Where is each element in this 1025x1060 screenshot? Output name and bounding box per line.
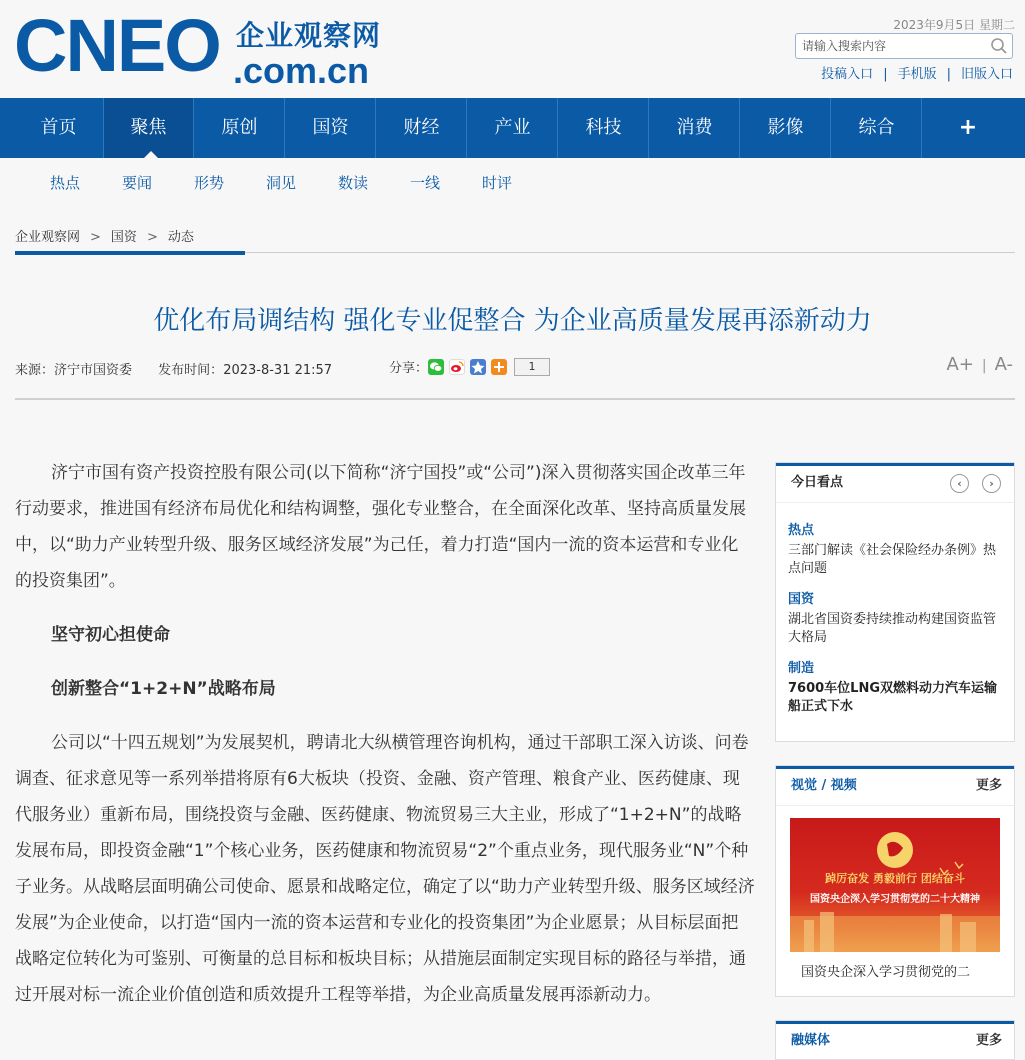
- item-category: 热点: [788, 523, 815, 538]
- item-title-link[interactable]: 7600车位LNG双燃料动力汽车运输船正式下水: [788, 681, 998, 714]
- source-label: 来源：: [15, 363, 55, 378]
- share-count: 1: [514, 358, 550, 376]
- breadcrumb: 企业观察网 > 国资 > 动态: [15, 230, 194, 245]
- video-more-link[interactable]: 更多: [975, 778, 1002, 793]
- article-meta: [15, 359, 332, 378]
- weibo-icon[interactable]: [449, 359, 465, 375]
- today-list: [776, 503, 1014, 716]
- nav-home[interactable]: 首页: [14, 98, 104, 158]
- nav-tech[interactable]: 科技: [559, 98, 649, 158]
- prev-arrow-icon[interactable]: ‹: [950, 474, 969, 493]
- nav-image[interactable]: 影像: [741, 98, 831, 158]
- article-paragraph: 济宁市国有资产投资控股有限公司(以下简称“济宁国投”或“公司”)深入贯彻落实国企改革三年行动要求，推进国有经济布局优化和结构调整，强化专业整合，在全面深化改革、坚持高质量发展中，以“助力产业转型升级、服务区域经济发展”为己任，着力打造“国内一流的资本运营和专业化的投资集团”。: [15, 463, 746, 591]
- share-bar: [389, 357, 550, 376]
- subnav-hot[interactable]: 热点: [50, 174, 81, 192]
- time-label: 发布时间：: [158, 363, 224, 378]
- item-category: 制造: [788, 661, 815, 676]
- next-arrow-icon[interactable]: ›: [982, 474, 1001, 493]
- video-header: [776, 766, 1014, 806]
- main-nav: [0, 98, 1025, 158]
- wechat-icon[interactable]: [428, 359, 444, 375]
- video-thumbnail[interactable]: [790, 818, 1000, 952]
- item-category: 国资: [788, 592, 815, 607]
- breadcrumb-news[interactable]: 动态: [167, 230, 194, 245]
- article-title: 优化布局调结构 强化专业促整合 为企业高质量发展再添新动力: [153, 306, 872, 336]
- search-input[interactable]: [796, 34, 988, 58]
- today-highlights-title: 今日看点: [791, 475, 844, 490]
- search-box: [795, 33, 1013, 59]
- nav-state-assets[interactable]: 国资: [286, 98, 376, 158]
- banner-text-2: 国资央企深入学习贯彻党的二十大精神: [810, 894, 980, 905]
- media-more-link[interactable]: 更多: [975, 1033, 1002, 1048]
- article-source: 济宁市国资委: [54, 363, 133, 378]
- article-subheading: 创新整合“1+2+N”战略布局: [51, 679, 276, 699]
- list-item: [776, 657, 1014, 716]
- sub-nav: [0, 158, 1025, 204]
- nav-finance[interactable]: 财经: [377, 98, 467, 158]
- top-links: 投稿入口 | 手机版 | 旧版入口: [821, 67, 1013, 82]
- font-size-controls: A+ | A-: [946, 354, 1013, 375]
- list-item: [776, 519, 1014, 578]
- subnav-situation[interactable]: 形势: [194, 174, 225, 192]
- media-box: [775, 1020, 1015, 1060]
- breadcrumb-home[interactable]: 企业观察网: [15, 230, 81, 245]
- current-date: 2023年9月5日 星期二: [893, 18, 1015, 32]
- item-title-link[interactable]: 三部门解读《社会保险经办条例》热点问题: [788, 543, 997, 576]
- font-smaller-button[interactable]: A-: [994, 354, 1013, 375]
- site-logo[interactable]: [14, 4, 384, 91]
- nav-focus[interactable]: 聚焦: [104, 98, 194, 158]
- logo-chinese-name: 企业观察网: [236, 19, 382, 52]
- nav-original[interactable]: 原创: [195, 98, 285, 158]
- nav-industry[interactable]: 产业: [468, 98, 558, 158]
- article-subheading: 坚守初心担使命: [51, 625, 170, 645]
- old-version-link[interactable]: 旧版入口: [960, 67, 1013, 82]
- meta-divider: [15, 398, 1015, 400]
- nav-more-plus[interactable]: +: [958, 115, 978, 140]
- today-highlights-header: [776, 463, 1014, 503]
- subnav-data[interactable]: 数读: [338, 174, 369, 192]
- banner-text-1: 踔厉奋发 勇毅前行 团结奋斗: [825, 872, 965, 885]
- search-icon[interactable]: [990, 37, 1008, 55]
- qzone-icon[interactable]: [470, 359, 486, 375]
- font-larger-button[interactable]: A+: [946, 354, 974, 375]
- video-title: 视觉 / 视频: [791, 778, 857, 793]
- video-caption-link[interactable]: 国资央企深入学习贯彻党的二: [801, 965, 971, 980]
- breadcrumb-accent: [15, 251, 245, 255]
- mobile-link[interactable]: 手机版: [897, 67, 937, 82]
- item-title-link[interactable]: 湖北省国资委持续推动构建国资监管大格局: [788, 612, 997, 645]
- more-share-icon[interactable]: [491, 359, 507, 375]
- subnav-frontline[interactable]: 一线: [410, 174, 441, 192]
- subnav-news[interactable]: 要闻: [122, 174, 153, 192]
- article-body: [15, 455, 755, 1013]
- subnav-insight[interactable]: 洞见: [266, 174, 297, 192]
- logo-cneo: CNEO: [14, 4, 220, 87]
- nav-consumer[interactable]: 消费: [650, 98, 740, 158]
- video-box: [775, 765, 1015, 997]
- submit-link[interactable]: 投稿入口: [821, 67, 874, 82]
- list-item: [776, 588, 1014, 647]
- publish-time: 2023-8-31 21:57: [223, 363, 333, 378]
- media-title: 融媒体: [791, 1033, 831, 1048]
- logo-domain: .com.cn: [233, 50, 370, 91]
- article-paragraph: 公司以“十四五规划”为发展契机，聘请北大纵横管理咨询机构，通过干部职工深入访谈、问卷调查、征求意见等一系列举措将原有6大板块（投资、金融、资产管理、粮食产业、医药健康、现代服务业）重新布局，围绕投资与金融、医药健康、物流贸易三大主业，形成了“1+2+N”的战略发展布局，即投资金融“1”个核心业务，医药健康和物流贸易“2”个重点业务，现代服务业“N”个种子业务。从战略层面明确公司使命、愿景和战略定位，确定了以“助力产业转型升级、服务区域经济发展”为企业使命，以打造“国内一流的资本运营和专业化的投资集团”为企业愿景；从目标层面把战略定位转化为可鉴别、可衡量的总目标和板块目标；从措施层面制定实现目标的路径与举措，通过开展对标一流企业价值创造和质效提升工程等举措，为企业高质量发展再添新动力。: [15, 733, 755, 1005]
- breadcrumb-state-assets[interactable]: 国资: [110, 230, 137, 245]
- media-header: [776, 1021, 1014, 1060]
- subnav-commentary[interactable]: 时评: [482, 174, 513, 192]
- site-header: [0, 0, 1025, 98]
- nav-general[interactable]: 综合: [832, 98, 922, 158]
- today-highlights-box: [775, 462, 1015, 742]
- share-label: 分享：: [389, 361, 429, 376]
